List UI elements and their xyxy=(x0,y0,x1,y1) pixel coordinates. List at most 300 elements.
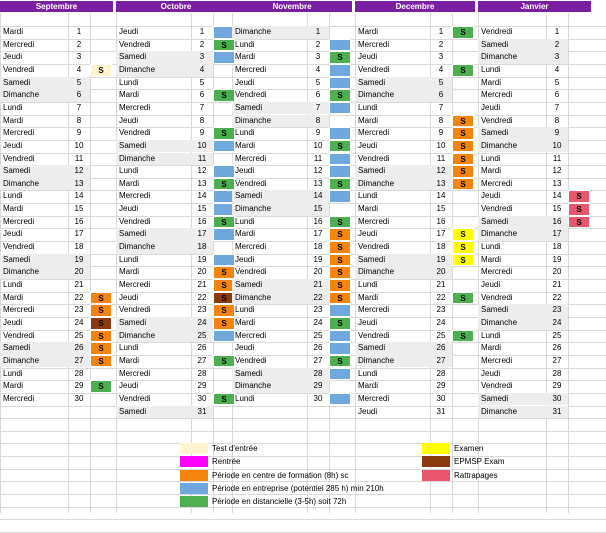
day-number: 21 xyxy=(307,279,329,292)
day-number: 31 xyxy=(436,406,446,416)
status-mark: S xyxy=(213,355,235,368)
day-number: 3 xyxy=(438,52,444,62)
day-name: Dimanche xyxy=(232,115,307,128)
status-mark xyxy=(329,342,351,355)
day-number: 1 xyxy=(438,27,444,36)
day-number: 30 xyxy=(436,393,446,403)
day-name: Lundi xyxy=(119,77,139,87)
day-name: Jeudi xyxy=(119,381,139,391)
day-number: 12 xyxy=(68,165,90,178)
legend-swatch xyxy=(422,456,450,467)
status-mark: S xyxy=(452,26,474,39)
day-number: 2 xyxy=(438,39,444,49)
legend-swatch xyxy=(180,470,208,481)
day-number: 19 xyxy=(313,254,323,264)
day-number: 14 xyxy=(436,191,446,201)
status-mark xyxy=(329,153,351,166)
day-name: Mercredi xyxy=(235,64,267,74)
day-number: 27 xyxy=(197,355,207,365)
day-number: 5 xyxy=(68,77,90,90)
day-name: Samedi xyxy=(232,190,307,203)
day-number: 29 xyxy=(552,381,562,391)
day-number: 15 xyxy=(197,204,207,214)
month-header: Novembre xyxy=(232,1,352,12)
day-name: Mercredi xyxy=(235,153,267,163)
day-name: Lundi xyxy=(358,191,378,201)
day-name: Dimanche xyxy=(478,51,546,64)
status-mark xyxy=(329,77,351,90)
day-name: Lundi xyxy=(3,280,23,289)
day-name: Lundi xyxy=(235,128,255,138)
day-number: 18 xyxy=(313,242,323,252)
day-number: 6 xyxy=(315,90,321,100)
day-number: 23 xyxy=(546,304,568,317)
day-number: 11 xyxy=(191,153,213,166)
day-number: 1 xyxy=(307,26,329,39)
status-mark: S xyxy=(452,115,474,128)
day-name: Dimanche xyxy=(355,89,430,102)
day-name: Mardi xyxy=(358,204,379,214)
day-name: Vendredi xyxy=(119,216,151,226)
day-number: 9 xyxy=(315,128,321,138)
day-name: Mercredi xyxy=(358,128,390,138)
status-mark xyxy=(329,330,351,343)
day-name: Dimanche xyxy=(0,355,68,368)
day-number: 25 xyxy=(552,330,562,340)
day-number: 5 xyxy=(315,77,321,87)
day-number: 7 xyxy=(307,102,329,115)
legend-label: Période en entreprise (potentiel 285 h) min 210h xyxy=(212,484,384,493)
day-name: Mercredi xyxy=(481,178,513,188)
day-number: 8 xyxy=(76,115,82,125)
day-name: Mercredi xyxy=(119,368,151,378)
day-name: Samedi xyxy=(478,39,546,52)
day-name: Mercredi xyxy=(119,191,151,201)
day-name: Vendredi xyxy=(3,330,35,340)
legend-label: Examen xyxy=(454,444,484,453)
status-mark: S xyxy=(329,254,351,267)
day-number: 30 xyxy=(197,393,207,403)
day-number: 18 xyxy=(552,242,562,252)
day-name: Lundi xyxy=(3,102,23,112)
day-name: Mercredi xyxy=(3,393,35,403)
day-number: 10 xyxy=(313,140,323,150)
day-number: 14 xyxy=(74,191,84,201)
day-number: 6 xyxy=(68,89,90,102)
status-mark: S xyxy=(452,140,474,153)
day-number: 29 xyxy=(436,381,446,391)
status-mark xyxy=(329,39,351,52)
status-mark: S xyxy=(452,254,474,267)
legend-label: Test d'entrée xyxy=(212,444,258,453)
day-number: 16 xyxy=(74,216,84,226)
day-name: Dimanche xyxy=(0,89,68,102)
day-number: 4 xyxy=(315,64,321,74)
day-name: Jeudi xyxy=(481,191,501,201)
day-number: 2 xyxy=(315,39,321,49)
day-name: Dimanche xyxy=(478,140,546,153)
day-number: 6 xyxy=(199,90,205,100)
day-name: Mercredi xyxy=(3,305,35,315)
day-name: Mercredi xyxy=(119,280,151,289)
day-name: Lundi xyxy=(358,102,378,112)
day-name: Mercredi xyxy=(358,305,390,315)
day-name: Dimanche xyxy=(478,317,546,330)
day-name: Lundi xyxy=(119,254,139,264)
day-name: Mardi xyxy=(358,27,379,36)
day-name: Samedi xyxy=(355,254,430,267)
day-number: 9 xyxy=(438,128,444,138)
month-header: Decembre xyxy=(355,1,475,12)
status-mark: S xyxy=(213,317,235,330)
status-mark: S xyxy=(213,127,235,140)
day-name: Dimanche xyxy=(232,292,307,305)
day-number: 15 xyxy=(307,203,329,216)
day-number: 16 xyxy=(313,216,323,226)
day-name: Dimanche xyxy=(355,355,430,368)
day-name: Mardi xyxy=(3,381,24,391)
day-name: Mercredi xyxy=(358,393,390,403)
day-number: 13 xyxy=(68,178,90,191)
day-number: 20 xyxy=(313,267,323,277)
day-number: 26 xyxy=(197,343,207,353)
day-name: Mardi xyxy=(235,229,256,239)
day-number: 12 xyxy=(313,166,323,176)
day-number: 17 xyxy=(74,229,84,239)
day-number: 3 xyxy=(546,51,568,64)
day-number: 1 xyxy=(76,27,82,36)
day-number: 14 xyxy=(307,190,329,203)
day-name: Mardi xyxy=(481,343,502,353)
day-name: Samedi xyxy=(478,127,546,140)
day-number: 24 xyxy=(546,317,568,330)
day-number: 24 xyxy=(313,317,323,327)
day-number: 2 xyxy=(199,39,205,49)
day-number: 8 xyxy=(199,115,205,125)
day-number: 3 xyxy=(315,52,321,62)
status-mark: S xyxy=(90,64,112,77)
day-number: 29 xyxy=(307,380,329,393)
day-number: 18 xyxy=(191,241,213,254)
legend-label: EPMSP Exam xyxy=(454,457,505,466)
day-name: Jeudi xyxy=(119,27,139,36)
day-number: 26 xyxy=(552,343,562,353)
status-mark: S xyxy=(329,140,351,153)
day-number: 23 xyxy=(74,305,84,315)
day-name: Mardi xyxy=(3,292,24,302)
day-name: Lundi xyxy=(481,153,501,163)
day-name: Dimanche xyxy=(116,241,191,254)
day-name: Dimanche xyxy=(0,266,68,279)
status-mark: S xyxy=(213,304,235,317)
day-number: 20 xyxy=(197,267,207,277)
day-name: Dimanche xyxy=(116,330,191,343)
day-number: 17 xyxy=(191,228,213,241)
day-name: Mardi xyxy=(358,115,379,125)
day-name: Samedi xyxy=(0,254,68,267)
day-number: 7 xyxy=(76,102,82,112)
day-name: Mercredi xyxy=(235,242,267,252)
day-name: Lundi xyxy=(119,166,139,176)
day-name: Mercredi xyxy=(358,39,390,49)
day-number: 7 xyxy=(199,102,205,112)
day-name: Vendredi xyxy=(3,64,35,74)
day-name: Lundi xyxy=(481,64,501,74)
month-header: Janvier xyxy=(478,1,591,12)
day-name: Jeudi xyxy=(358,317,378,327)
day-number: 5 xyxy=(430,77,452,90)
day-number: 27 xyxy=(68,355,90,368)
day-number: 28 xyxy=(552,368,562,378)
day-number: 19 xyxy=(430,254,452,267)
day-number: 22 xyxy=(552,292,562,302)
day-name: Dimanche xyxy=(478,228,546,241)
day-number: 28 xyxy=(197,368,207,378)
status-mark: S xyxy=(90,342,112,355)
day-name: Jeudi xyxy=(358,140,378,150)
day-number: 9 xyxy=(546,127,568,140)
day-name: Dimanche xyxy=(232,26,307,39)
status-mark: S xyxy=(452,178,474,191)
day-name: Mercredi xyxy=(235,330,267,340)
day-number: 15 xyxy=(552,204,562,214)
day-number: 24 xyxy=(191,317,213,330)
day-name: Mardi xyxy=(119,178,140,188)
day-name: Jeudi xyxy=(3,52,23,62)
day-number: 21 xyxy=(74,280,84,289)
status-mark: S xyxy=(568,216,590,229)
day-name: Vendredi xyxy=(235,90,267,100)
day-name: Lundi xyxy=(235,393,255,403)
legend-swatch xyxy=(422,443,450,454)
day-number: 9 xyxy=(76,128,82,138)
status-mark: S xyxy=(90,304,112,317)
status-mark: S xyxy=(452,241,474,254)
day-number: 13 xyxy=(552,178,562,188)
day-name: Vendredi xyxy=(481,292,513,302)
day-number: 5 xyxy=(554,77,560,87)
status-mark: S xyxy=(213,178,235,191)
day-name: Mardi xyxy=(3,115,24,125)
day-name: Jeudi xyxy=(119,115,139,125)
day-name: Jeudi xyxy=(119,204,139,214)
day-name: Mardi xyxy=(119,267,140,277)
day-name: Lundi xyxy=(3,191,23,201)
day-name: Samedi xyxy=(355,77,430,90)
legend-label: Rattrapages xyxy=(454,471,498,480)
day-name: Mercredi xyxy=(358,216,390,226)
day-number: 14 xyxy=(552,191,562,201)
day-name: Jeudi xyxy=(481,280,501,289)
day-number: 25 xyxy=(313,330,323,340)
day-number: 10 xyxy=(191,140,213,153)
day-number: 28 xyxy=(74,368,84,378)
status-mark: S xyxy=(452,64,474,77)
day-number: 18 xyxy=(74,242,84,252)
day-number: 16 xyxy=(197,216,207,226)
day-number: 4 xyxy=(554,64,560,74)
day-number: 27 xyxy=(313,355,323,365)
day-number: 4 xyxy=(191,64,213,77)
day-number: 19 xyxy=(197,254,207,264)
day-name: Samedi xyxy=(232,279,307,292)
day-name: Jeudi xyxy=(358,229,378,239)
status-mark: S xyxy=(90,317,112,330)
status-mark: S xyxy=(452,228,474,241)
day-name: Mardi xyxy=(235,140,256,150)
day-name: Mardi xyxy=(119,355,140,365)
day-number: 5 xyxy=(199,77,205,87)
day-name: Lundi xyxy=(481,330,501,340)
day-name: Mercredi xyxy=(3,216,35,226)
day-number: 9 xyxy=(199,128,205,138)
day-number: 8 xyxy=(554,115,560,125)
gridline xyxy=(90,13,91,513)
day-name: Vendredi xyxy=(235,267,267,277)
day-name: Samedi xyxy=(116,140,191,153)
day-name: Vendredi xyxy=(358,242,390,252)
day-name: Dimanche xyxy=(355,178,430,191)
month-header: Octobre xyxy=(116,1,236,12)
day-number: 24 xyxy=(74,317,84,327)
day-number: 11 xyxy=(313,153,323,163)
day-name: Jeudi xyxy=(358,52,378,62)
day-number: 7 xyxy=(438,102,444,112)
day-number: 11 xyxy=(436,153,446,163)
day-name: Dimanche xyxy=(232,203,307,216)
day-name: Vendredi xyxy=(119,393,151,403)
day-name: Jeudi xyxy=(235,343,255,353)
day-number: 22 xyxy=(197,292,207,302)
status-mark: S xyxy=(329,355,351,368)
day-number: 13 xyxy=(430,178,452,191)
day-name: Lundi xyxy=(481,242,501,252)
status-mark: S xyxy=(452,165,474,178)
day-number: 26 xyxy=(68,342,90,355)
day-number: 18 xyxy=(436,242,446,252)
day-name: Vendredi xyxy=(119,128,151,138)
day-number: 28 xyxy=(436,368,446,378)
status-mark: S xyxy=(568,190,590,203)
day-name: Dimanche xyxy=(355,266,430,279)
day-name: Jeudi xyxy=(119,292,139,302)
day-number: 26 xyxy=(313,343,323,353)
legend-label: Rentrée xyxy=(212,457,241,466)
day-number: 20 xyxy=(430,266,452,279)
day-name: Jeudi xyxy=(3,317,23,327)
day-number: 28 xyxy=(307,368,329,381)
day-name: Mardi xyxy=(235,52,256,62)
day-name: Dimanche xyxy=(116,153,191,166)
day-number: 20 xyxy=(552,267,562,277)
day-name: Samedi xyxy=(478,216,546,229)
gridline xyxy=(568,13,569,513)
status-mark: S xyxy=(329,279,351,292)
legend-swatch xyxy=(180,443,208,454)
legend-swatch xyxy=(422,470,450,481)
day-name: Mercredi xyxy=(481,90,513,100)
status-mark: S xyxy=(329,317,351,330)
day-number: 25 xyxy=(74,330,84,340)
day-number: 29 xyxy=(197,381,207,391)
day-name: Jeudi xyxy=(3,140,23,150)
day-name: Mardi xyxy=(3,27,24,36)
day-number: 21 xyxy=(436,280,446,289)
day-number: 30 xyxy=(74,393,84,403)
day-name: Jeudi xyxy=(235,166,255,176)
day-name: Jeudi xyxy=(3,229,23,239)
day-name: Mercredi xyxy=(481,267,513,277)
day-number: 25 xyxy=(191,330,213,343)
day-number: 24 xyxy=(436,317,446,327)
day-name: Dimanche xyxy=(116,64,191,77)
day-name: Lundi xyxy=(358,368,378,378)
day-number: 8 xyxy=(438,115,444,125)
status-mark: S xyxy=(213,89,235,102)
day-name: Samedi xyxy=(478,393,546,406)
day-number: 17 xyxy=(436,229,446,239)
day-name: Dimanche xyxy=(0,178,68,191)
status-mark: S xyxy=(452,292,474,305)
status-mark xyxy=(329,102,351,115)
status-mark: S xyxy=(213,393,235,406)
day-number: 22 xyxy=(307,292,329,305)
day-name: Lundi xyxy=(235,216,255,226)
day-number: 4 xyxy=(76,64,82,74)
day-number: 23 xyxy=(197,305,207,315)
status-mark xyxy=(329,304,351,317)
status-mark: S xyxy=(213,266,235,279)
day-name: Lundi xyxy=(235,305,255,315)
day-number: 12 xyxy=(552,166,562,176)
day-number: 15 xyxy=(74,204,84,214)
day-name: Mardi xyxy=(481,77,502,87)
day-name: Jeudi xyxy=(235,254,255,264)
day-name: Mardi xyxy=(481,166,502,176)
day-name: Jeudi xyxy=(481,102,501,112)
day-name: Mardi xyxy=(358,381,379,391)
day-name: Samedi xyxy=(116,406,191,419)
status-mark: S xyxy=(90,355,112,368)
day-name: Dimanche xyxy=(232,380,307,393)
day-number: 22 xyxy=(74,292,84,302)
day-number: 3 xyxy=(191,51,213,64)
day-number: 19 xyxy=(552,254,562,264)
status-mark: S xyxy=(90,330,112,343)
day-number: 30 xyxy=(546,393,568,406)
day-name: Mardi xyxy=(119,90,140,100)
day-name: Vendredi xyxy=(119,305,151,315)
day-number: 22 xyxy=(436,292,446,302)
day-name: Vendredi xyxy=(358,64,390,74)
day-name: Mercredi xyxy=(3,128,35,138)
day-name: Vendredi xyxy=(358,330,390,340)
status-mark xyxy=(329,64,351,77)
status-mark: S xyxy=(452,330,474,343)
status-mark: S xyxy=(329,228,351,241)
day-number: 11 xyxy=(552,153,562,163)
status-mark xyxy=(329,190,351,203)
day-number: 17 xyxy=(313,229,323,239)
day-number: 7 xyxy=(554,102,560,112)
day-number: 2 xyxy=(76,39,82,49)
day-name: Jeudi xyxy=(481,368,501,378)
status-mark: S xyxy=(329,178,351,191)
day-name: Vendredi xyxy=(119,39,151,49)
day-name: Lundi xyxy=(3,368,23,378)
day-name: Samedi xyxy=(0,342,68,355)
day-name: Samedi xyxy=(478,304,546,317)
